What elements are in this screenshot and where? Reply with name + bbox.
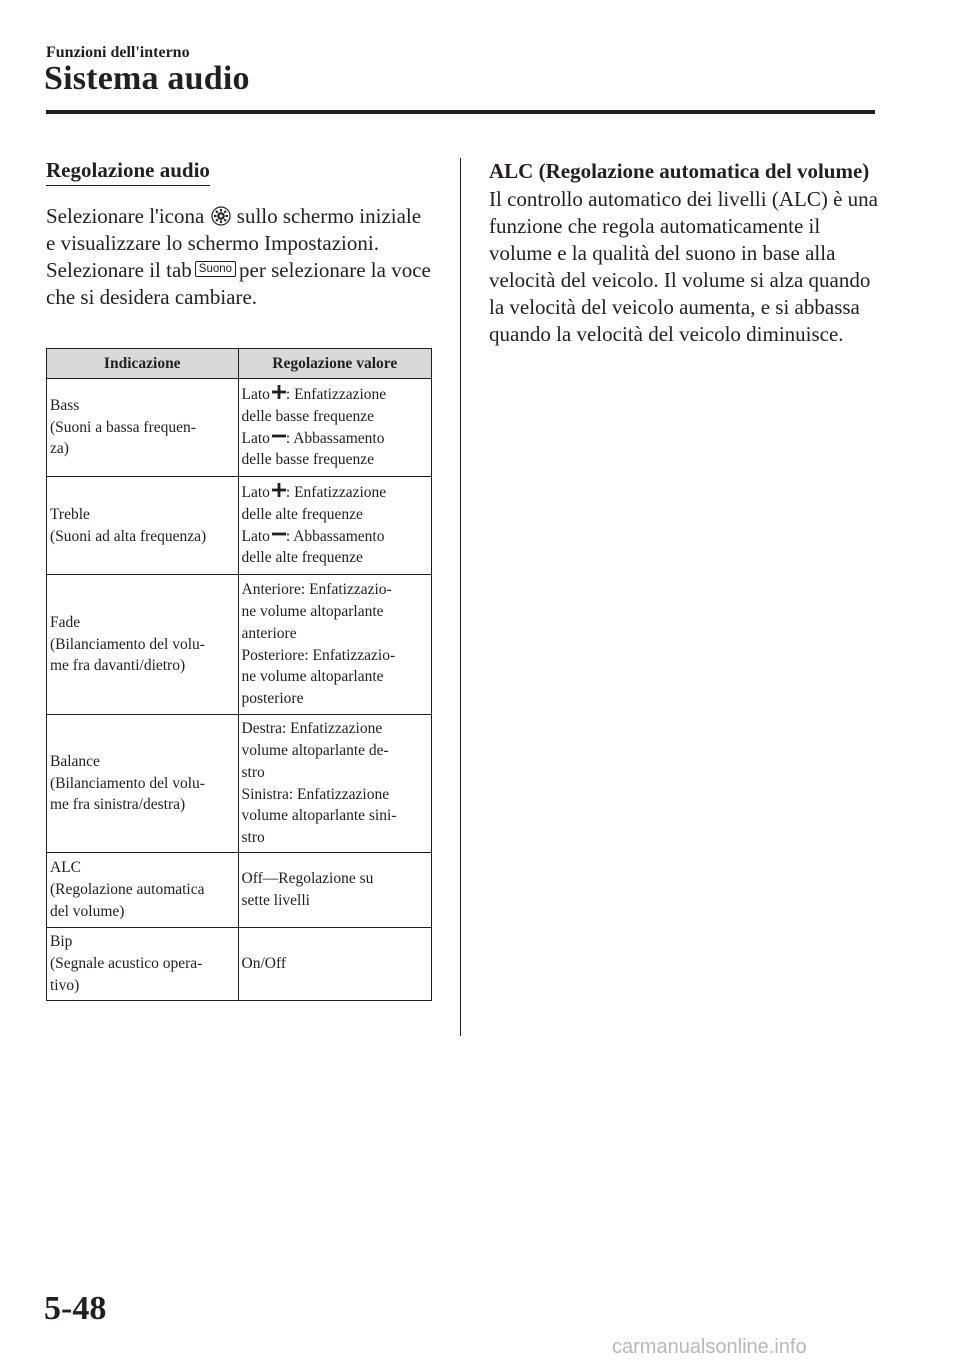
chapter-title: Sistema audio bbox=[44, 60, 250, 97]
alc-label: ALC (Regolazione automatica del volume) bbox=[50, 859, 205, 920]
balance-label: Balance (Bilanciamento del volu- me fra sinistra/destra) bbox=[50, 752, 205, 814]
table-cell-value bbox=[238, 379, 432, 477]
table-header-row bbox=[47, 349, 432, 379]
table-cell-value bbox=[238, 853, 432, 928]
gear-icon bbox=[211, 206, 231, 226]
watermark: carmanualsonline.info bbox=[612, 1336, 807, 1358]
table-row bbox=[47, 928, 432, 1001]
treble-plus-text: : Enfatizzazione delle alte frequenze bbox=[241, 484, 387, 523]
table-cell-indication bbox=[47, 928, 239, 1001]
bip-value: On/Off bbox=[241, 955, 286, 973]
treble-label: Treble (Suoni ad alta frequenza) bbox=[50, 505, 207, 545]
table-row bbox=[47, 715, 432, 853]
left-column bbox=[46, 158, 434, 311]
treble-minus-text: : Abbassamento delle alte frequenze bbox=[241, 527, 385, 567]
fade-value: Anteriore: Enfatizzazio- ne volume altoparlante anteriore Posteriore: Enfatizzazio- ne volume altoparlante posteriore bbox=[241, 581, 396, 707]
plus-icon bbox=[272, 385, 286, 399]
instruction-1-text: Selezionare l'icona bbox=[46, 204, 205, 228]
table-cell-indication bbox=[47, 715, 239, 853]
audio-settings-table bbox=[46, 348, 432, 1001]
alc-description: Il controllo automatico dei livelli (ALC) è una funzione che regola automaticamente il volume e la qualità del suono in base alla velocità del veicolo. Il volume si alza quando la velocità del veicolo aumenta, e si abbassa quando la velocità del veicolo diminuisce. bbox=[489, 187, 878, 346]
table-cell-indication bbox=[47, 575, 239, 715]
table-cell-value bbox=[238, 575, 432, 715]
alc-value: Off—Regolazione su sette livelli bbox=[241, 870, 374, 909]
instruction-2-text-cont: per selezionare la voce che si desidera cambiare. bbox=[46, 258, 431, 309]
table-cell-indication bbox=[47, 379, 239, 477]
page-number: 5-48 bbox=[44, 1290, 107, 1327]
instruction-2-text: Selezionare il tab bbox=[46, 258, 192, 282]
table-cell-value bbox=[238, 715, 432, 853]
instruction-paragraph-1 bbox=[46, 203, 434, 257]
table-cell-value bbox=[238, 477, 432, 575]
table-row bbox=[47, 477, 432, 575]
table-cell-value bbox=[238, 928, 432, 1001]
sound-tab-button[interactable]: Suono bbox=[195, 261, 236, 277]
title-rule bbox=[46, 110, 875, 114]
column-divider bbox=[460, 158, 461, 1036]
side-label: Lato bbox=[241, 429, 270, 447]
side-label: Lato bbox=[241, 484, 270, 502]
audio-adjust-heading: Regolazione audio bbox=[46, 158, 210, 186]
fade-label: Fade (Bilanciamento del volu- me fra davanti/dietro) bbox=[50, 613, 205, 675]
table-header-indication: Indicazione bbox=[47, 349, 239, 379]
plus-icon bbox=[272, 483, 286, 497]
alc-heading: ALC (Regolazione automatica del volume) bbox=[489, 159, 870, 183]
table-cell-indication bbox=[47, 853, 239, 928]
bip-label: Bip (Segnale acustico opera- tivo) bbox=[50, 933, 203, 994]
balance-value: Destra: Enfatizzazione volume altoparlante de- stro Sinistra: Enfatizzazione volume altoparlante sini- stro bbox=[241, 720, 397, 846]
bass-label: Bass (Suoni a bassa frequen- za) bbox=[50, 396, 196, 458]
instruction-paragraph-2 bbox=[46, 257, 434, 311]
table-header-value: Regolazione valore bbox=[238, 349, 432, 379]
table-row bbox=[47, 575, 432, 715]
minus-icon bbox=[272, 429, 286, 443]
side-label: Lato bbox=[241, 527, 270, 545]
bass-plus-text: : Enfatizzazione delle basse frequenze bbox=[241, 386, 387, 425]
right-column bbox=[489, 158, 879, 348]
side-label: Lato bbox=[241, 386, 270, 404]
bass-minus-text: : Abbassamento delle basse frequenze bbox=[241, 429, 385, 469]
table-row bbox=[47, 379, 432, 477]
section-label: Funzioni dell'interno bbox=[46, 44, 190, 61]
minus-icon bbox=[272, 527, 286, 541]
table-cell-indication bbox=[47, 477, 239, 575]
table-row bbox=[47, 853, 432, 928]
instruction-1-text-cont: sullo schermo iniziale e visualizzare lo schermo Impostazioni. bbox=[46, 204, 422, 255]
